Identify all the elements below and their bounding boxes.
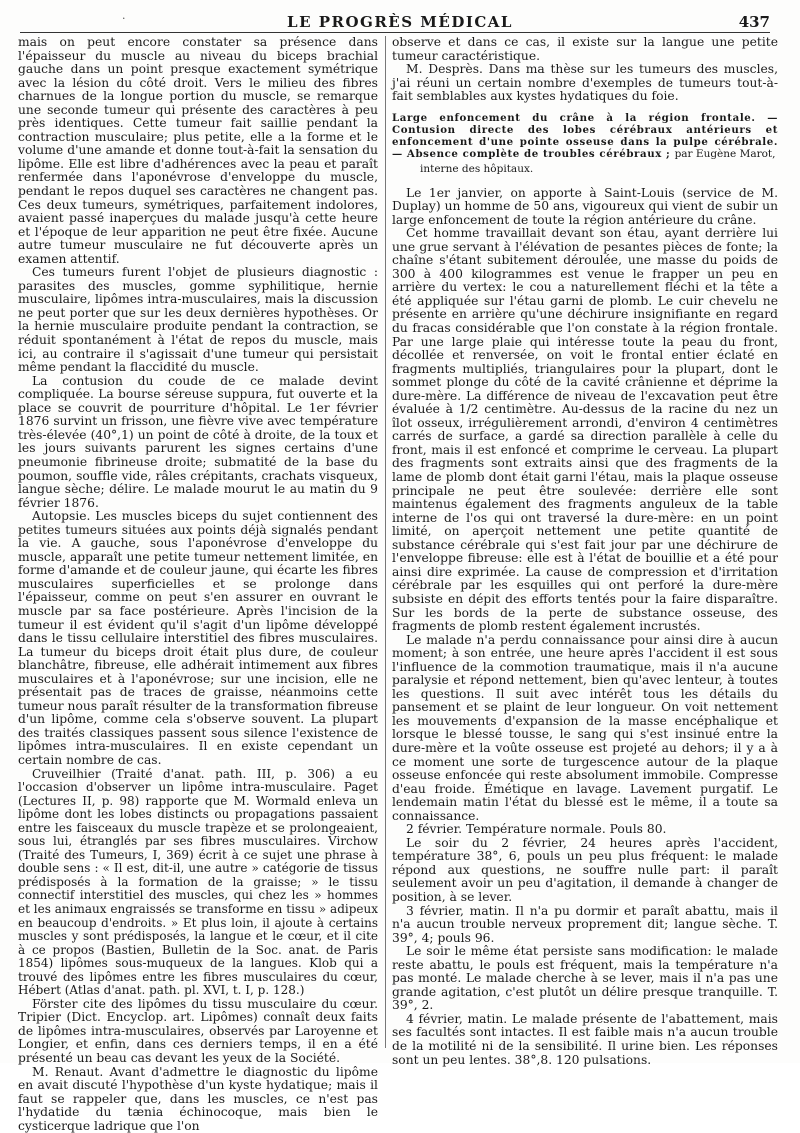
paragraph: mais on peut encore constater sa présence dans l'épaisseur du muscle au niveau du biceps brachial gauche dans un point presque exactement symétrique avec la lésion du côté droit. Vers le milieu des fibres charnues de la longue portion du muscle, se remarque une seconde tumeur qui présente des caractères à peu près identiques. Cette tumeur fait saillie pendant la contraction musculaire; plus petite, elle a la forme et le volume d'une amande et donne tout-à-fait la sensation du lipôme. Elle est libre d'adhérences avec la peau et paraît renfermée dans l'aponévrose d'enveloppe du muscle, pendant le repos duquel ses caractères ne changent pas. Ces deux tumeurs, symétriques, parfaitement indolores, avaient passé inaperçues du malade jusqu'à cette heure et l'époque de leur apparition ne peut être fixée. Aucune autre tumeur musculaire ne fut découverte après un examen attentif. (18, 35, 378, 266)
paragraph: Ces tumeurs furent l'objet de plusieurs diagnostic : parasites des muscles, gomme syphilitique, hernie musculaire, lipômes intra-musculaires, mais la discussion ne peut porter que sur les deux dernières hypothèses. Or la hernie musculaire produite pendant la contraction, se réduit spontanément à l'état de repos du muscle, mais ici, au contraire il s'agissait d'une tumeur qui persistait même pendant la flaccidité du muscle. (18, 265, 378, 375)
paragraph: M. Desprès. Dans ma thèse sur les tumeurs des muscles, j'ai réuni un certain nombre d'exemples de tumeurs tout-à-fait semblables aux kystes hydatiques du foie. (392, 62, 778, 104)
header-mark: · (122, 12, 126, 25)
right-column (392, 36, 778, 1067)
article-title (392, 112, 778, 161)
paragraph: La contusion du coude de ce malade devint compliquée. La bourse séreuse suppura, fut ouverte et la place se couvrit de pourriture d'hôpital. Le 1er février 1876 survint un frisson, une fièvre vive avec température très-élevée (40°,1) un point de côté à droite, de la toux et les jours suivants parurent les signes certains d'une pneumonie fibrineuse droite; submatité de la base du poumon, souffle vide, râles crépitants, crachats visqueux, langue sèche; délire. Le malade mourut le au matin du 9 février 1876. (18, 373, 378, 510)
paragraph: Förster cite des lipômes du tissu musculaire du cœur. Tripier (Dict. Encyclop. art. Lipômes) connaît deux faits de lipômes intra-musculaires, observés par Laroyenne et Longier, et enfin, dans ces derniers temps, il en a été présenté un beau cas devant les yeux de la Société. (18, 996, 378, 1066)
paragraph: observe et dans ce cas, il existe sur la langue une petite tumeur caractéristique. (392, 35, 778, 63)
paragraph: 4 février, matin. Le malade présente de l'abattement, mais ses facultés sont intactes. Il est faible mais n'a aucun trouble de la motilité ni de la sensibilité. Il urine bien. Les réponses sont un peu lentes. 38°,8. 120 pulsations. (392, 1011, 778, 1067)
running-header (0, 0, 800, 40)
journal-title: LE PROGRÈS MÉDICAL (287, 13, 513, 31)
paragraph: M. Renaut. Avant d'admettre le diagnostic du lipôme en avait discuté l'hypothèse d'un kyste hydatique; mais il faut se rappeler que, dans les muscles, ce n'est pas l'hydatide du tænia échinocoque, mais bien le cysticerque ladrique que l'on (18, 1064, 378, 1133)
paragraph: Le soir le même état persiste sans modification: le malade reste abattu, le pouls est fréquent, mais la température n'a pas monté. Le malade cherche à se lever, mais il n'a pas une grande agitation, c'est plutôt un délire presque tranquille. T. 39°, 2. (392, 944, 778, 1013)
column-divider (385, 36, 386, 1048)
header-rule (20, 32, 770, 33)
paragraph: 3 février, matin. Il n'a pu dormir et paraît abattu, mais il n'a aucun trouble nerveux proprement dit; langue sèche. T. 39°, 4; pouls 96. (392, 903, 778, 945)
paragraph: Cruveilhier (Traité d'anat. path. III, p. 306) a eu l'occasion d'observer un lipôme intra-musculaire. Paget (Lectures II, p. 98) rapporte que M. Wormald enleva un lipôme dont les lobes distincts ou propagations passaient entre les faisceaux du muscle trapèze et se prolongeaient, sous lui, étranglés par ses fibres musculaires. Virchow (Traité des Tumeurs, I, 369) écrit à ce sujet une phrase à double sens : « Il est, dit-il, une autre » catégorie de tissus prédisposés à la formation de la graisse; » le tissu connectif interstitiel des muscles, qui chez les » hommes et les animaux engraissés se transforme en tissu » adipeux en beaucoup d'endroits. » Et plus loin, il ajoute à certains muscles y sont prédisposés, la langue et le cœur, et il cite à ce propos (Bastien, Bulletin de la Soc. anat. de Paris 1854) lipômes sous-muqueux de la langues. Klob qui a trouvé des lipômes entre les fibres musculaires du cœur, Hébert (Atlas d'anat. path. pl. XVI, t. I, p. 128.) (18, 766, 378, 998)
paragraph: Le soir du 2 février, 24 heures après l'accident, température 38°, 6, pouls un peu plus fréquent: le malade répond aux questions, ne souffre nulle part: il paraît seulement avoir un peu d'agitation, il demande à changer de position, à se lever. (392, 835, 778, 904)
paragraph: Le 1er janvier, on apporte à Saint-Louis (service de M. Duplay) un homme de 50 ans, vigoureux qui vient de subir un large enfoncement de toute la région antérieure du crâne. (392, 185, 778, 227)
paragraph: Le malade n'a perdu connaissance pour ainsi dire à aucun moment; à son entrée, une heure après l'accident il est sous l'influence de la commotion traumatique, mais il n'a aucune paralysie et répond nettement, bien qu'avec lenteur, à toutes les questions. Il suit avec intérêt tous les détails du pansement et se plaint de leur longueur. On voit nettement les mouvements d'expansion de la masse encéphalique et lorsque le blessé tousse, le sang qui s'est insinué entre la dure-mère et la voûte osseuse est projeté au dehors; il y a à ce moment une sorte de turgescence autour de la plaque osseuse enfoncée qui reste absolument immobile. Compresse d'eau froide. Émétique en lavage. Lavement purgatif. Le lendemain matin l'état du blessé est le même, il a toute sa connaissance. (392, 632, 778, 823)
paragraph: Cet homme travaillait devant son étau, ayant derrière lui une grue servant à l'élévation de pesantes pièces de fonte; la chaîne s'étant subitement déroulée, une masse du poids de 300 à 400 kilogrammes est venue le frapper un peu en arrière du vertex: le cou a naturellement fléchi et la tête a été appliquée sur l'étau garni de plomb. Le cuir chevelu ne présente en arrière qu'une déchirure insignifiante en regard du fracas considérable que l'on constate à la région frontale. Par une large plaie qui intéresse toute la peau du front, décollée et renversée, on voit le frontal entier éclaté en fragments multipliés, triangulaires pour la plupart, dont le sommet plonge du côté de la cavité crânienne et déprime la dure-mère. La différence de niveau de l'excavation peut être évaluée à 1/2 centimètre. Au-dessus de la racine du nez un îlot osseux, irrégulièrement arrondi, d'environ 4 centimètres carrés de surface, a gardé sa direction parallèle à celle du front, mais il est enfoncé et comprime le cerveau. La plupart des fragments sont extraits ainsi que des fragments de la lame de plomb dont était garni l'étau, mais la plaque osseuse principale ne peut être soulevée: derrière elle sont maintenus également des fragments anguleux de la table interne de l'os qui ont traversé la dure-mère: en un point limité, on aperçoit nettement une petite quantité de substance cérébrale qui s'est fait jour par une déchirure de l'enveloppe fibreuse: elle est à l'état de bouillie et a été pour ainsi dire exprimée. La cause de compression et d'irritation cérébrale par les esquilles qui ont perforé la dure-mère subsiste en dépit des efforts tentés pour la faire disparaître. Sur les bords de la perte de substance osseuse, des fragments de plomb restent également incrustés. (392, 226, 778, 634)
article-title-text: Large enfoncement du crâne à la région frontale. — Contusion directe des lobes cérébraux antérieurs et enfoncement d'une pointe osseuse dans la pulpe cérébrale. — Absence complète de troubles cérébraux ; (392, 111, 778, 161)
article-author: par Eugène Marot, (674, 148, 776, 161)
paragraph: Autopsie. Les muscles biceps du sujet contiennent des petites tumeurs situées aux points déjà signalés pendant la vie. A gauche, sous l'aponévrose d'enveloppe du muscle, apparaît une petite tumeur nettement limitée, en forme d'amande et de couleur jaune, qui écarte les fibres musculaires superficielles et se prolonge dans l'épaisseur, comme on peut s'en assurer en ouvrant le muscle par sa face postérieure. Après l'incision de la tumeur il est évident qu'il s'agit d'un lipôme développé dans le tissu cellulaire interstitiel des fibres musculaires. La tumeur du biceps droit était plus dure, de couleur blanchâtre, fibreuse, elle adhérait intimement aux fibres musculaires et à l'aponévrose; sur une incision, elle ne présentait pas de traces de graisse, néanmoins cette tumeur nous paraît résulter de la transformation fibreuse d'un lipôme, comme cela s'observe souvent. La plupart des traités classiques passent sous silence l'existence de lipômes intra-musculaires. Il en existe cependant un certain nombre de cas. (18, 509, 378, 767)
page-number: 437 (738, 13, 770, 31)
paragraph: 2 février. Température normale. Pouls 80. (406, 822, 667, 837)
article-author-role: interne des hôpitaux. (420, 162, 534, 175)
left-column (18, 36, 378, 1133)
